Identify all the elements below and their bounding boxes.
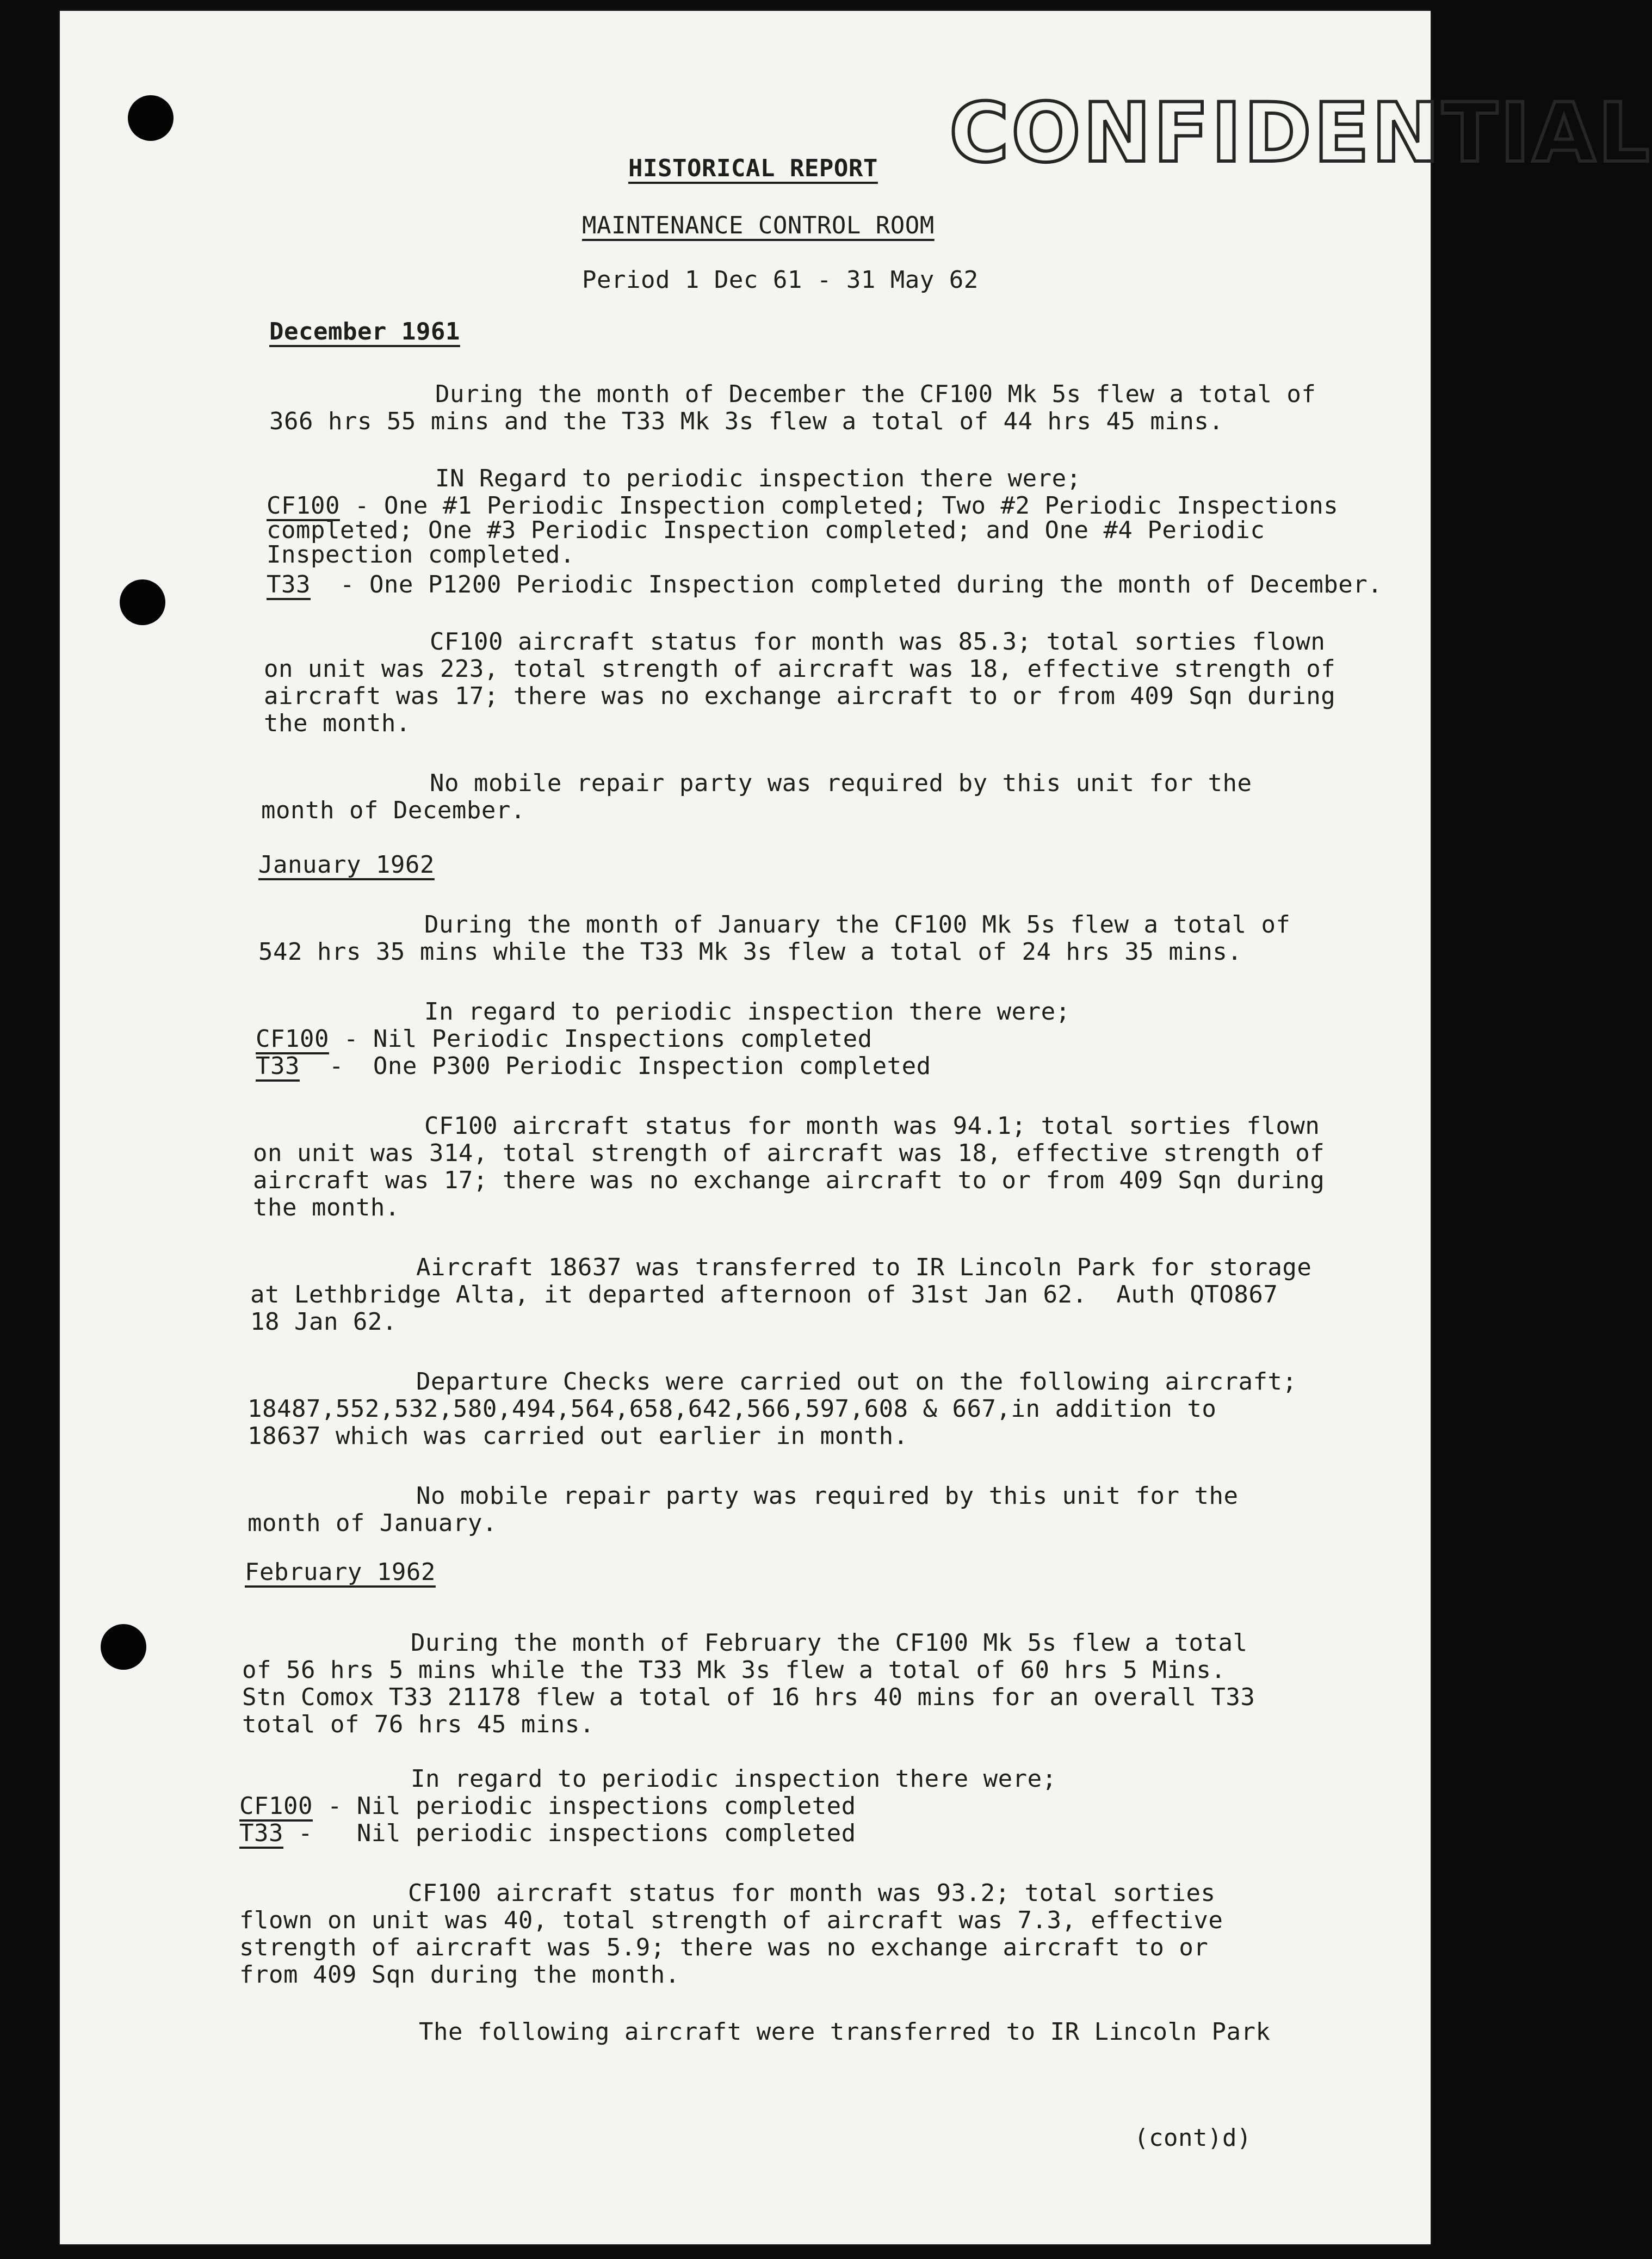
paragraph-line: 18 Jan 62. [250, 1308, 397, 1336]
paragraph-line: 18487,552,532,580,494,564,658,642,566,597,608 & 667,in addition to [248, 1395, 1217, 1423]
paragraph-line: from 409 Sqn during the month. [239, 1961, 680, 1989]
paragraph-line: 542 hrs 35 mins while the T33 Mk 3s flew a total of 24 hrs 35 mins. [258, 938, 1242, 966]
paragraph-line: - Nil periodic inspections completed [283, 1819, 856, 1847]
paragraph-line: In regard to periodic inspection there were; [411, 1765, 1057, 1793]
paragraph-line: total of 76 hrs 45 mins. [242, 1711, 595, 1738]
punch-hole [120, 579, 165, 625]
paragraph-line: During the month of December the CF100 Mk 5s flew a total of [435, 380, 1316, 408]
paragraph-line: on unit was 314, total strength of aircraft was 18, effective strength of [253, 1139, 1325, 1167]
paragraph-line: - One #1 Periodic Inspection completed; Two #2 Periodic Inspections [339, 492, 1339, 520]
paragraph-line: CF100 aircraft status for month was 85.3; total sorties flown [430, 628, 1326, 656]
paragraph-line: During the month of January the CF100 Mk 5s flew a total of [424, 911, 1291, 939]
aircraft-label-t33: T33 [239, 1819, 283, 1847]
section-heading-december: December 1961 [269, 318, 460, 345]
paragraph-line: IN Regard to periodic inspection there were; [435, 465, 1081, 492]
paragraph-line: at Lethbridge Alta, it departed afternoon of 31st Jan 62. Auth QTO867 [250, 1281, 1278, 1309]
paragraph-line: CF100 aircraft status for month was 93.2; total sorties [408, 1879, 1216, 1907]
report-subtitle: MAINTENANCE CONTROL ROOM [582, 212, 935, 239]
paragraph-line: month of January. [248, 1509, 497, 1537]
aircraft-label-t33: T33 [267, 571, 311, 598]
paragraph-line: 18637 which was carried out earlier in month. [248, 1422, 908, 1450]
punch-hole [101, 1624, 146, 1670]
paragraph-line: of 56 hrs 5 mins while the T33 Mk 3s flew a total of 60 hrs 5 Mins. [242, 1656, 1226, 1684]
punch-hole [128, 95, 174, 141]
paragraph-line: Departure Checks were carried out on the following aircraft; [416, 1368, 1297, 1396]
aircraft-label-cf100: CF100 [256, 1025, 329, 1053]
confidential-stamp: CONFIDENTIAL [949, 86, 1652, 181]
paragraph-line: flown on unit was 40, total strength of aircraft was 7.3, effective [239, 1906, 1223, 1934]
paragraph-line: completed; One #3 Periodic Inspection completed; and One #4 Periodic [267, 516, 1265, 544]
paragraph-line: on unit was 223, total strength of aircraft was 18, effective strength of [264, 655, 1336, 683]
report-title: HISTORICAL REPORT [628, 155, 878, 182]
aircraft-label-t33: T33 [256, 1052, 300, 1080]
paragraph-line: strength of aircraft was 5.9; there was no exchange aircraft to or [239, 1934, 1209, 1961]
paragraph-line: 366 hrs 55 mins and the T33 Mk 3s flew a total of 44 hrs 45 mins. [269, 408, 1224, 435]
paragraph-line: In regard to periodic inspection there were; [424, 998, 1071, 1026]
paragraph-line: the month. [253, 1194, 400, 1221]
aircraft-label-cf100: CF100 [267, 492, 340, 520]
paragraph-line: the month. [264, 709, 411, 737]
paragraph-line: Stn Comox T33 21178 flew a total of 16 hrs 40 mins for an overall T33 [242, 1683, 1255, 1711]
continued-note: (cont)d) [1134, 2124, 1252, 2152]
paragraph-line: - Nil periodic inspections completed [312, 1792, 856, 1820]
report-period: Period 1 Dec 61 - 31 May 62 [582, 266, 979, 294]
paragraph-line: month of December. [261, 797, 525, 824]
paragraph-line: No mobile repair party was required by this unit for the [416, 1482, 1239, 1510]
document-page [60, 11, 1652, 2244]
paragraph-line: Aircraft 18637 was transferred to IR Lincoln Park for storage [416, 1254, 1312, 1281]
paragraph-line: During the month of February the CF100 Mk 5s flew a total [411, 1629, 1248, 1657]
paragraph-line: aircraft was 17; there was no exchange aircraft to or from 409 Sqn during [264, 682, 1336, 710]
section-heading-january: January 1962 [258, 851, 435, 879]
paragraph-line: - Nil Periodic Inspections completed [329, 1025, 873, 1053]
paragraph-line: No mobile repair party was required by this unit for the [430, 769, 1252, 797]
paragraph-line: The following aircraft were transferred to IR Lincoln Park [419, 2018, 1271, 2046]
section-heading-february: February 1962 [245, 1558, 436, 1586]
paragraph-line: - One P1200 Periodic Inspection completed during the month of December. [310, 571, 1383, 598]
aircraft-label-cf100: CF100 [239, 1792, 313, 1820]
paragraph-line: - One P300 Periodic Inspection completed [299, 1052, 931, 1080]
paragraph-line: Inspection completed. [267, 541, 575, 569]
paragraph-line: CF100 aircraft status for month was 94.1; total sorties flown [424, 1112, 1320, 1140]
paragraph-line: aircraft was 17; there was no exchange aircraft to or from 409 Sqn during [253, 1166, 1325, 1194]
